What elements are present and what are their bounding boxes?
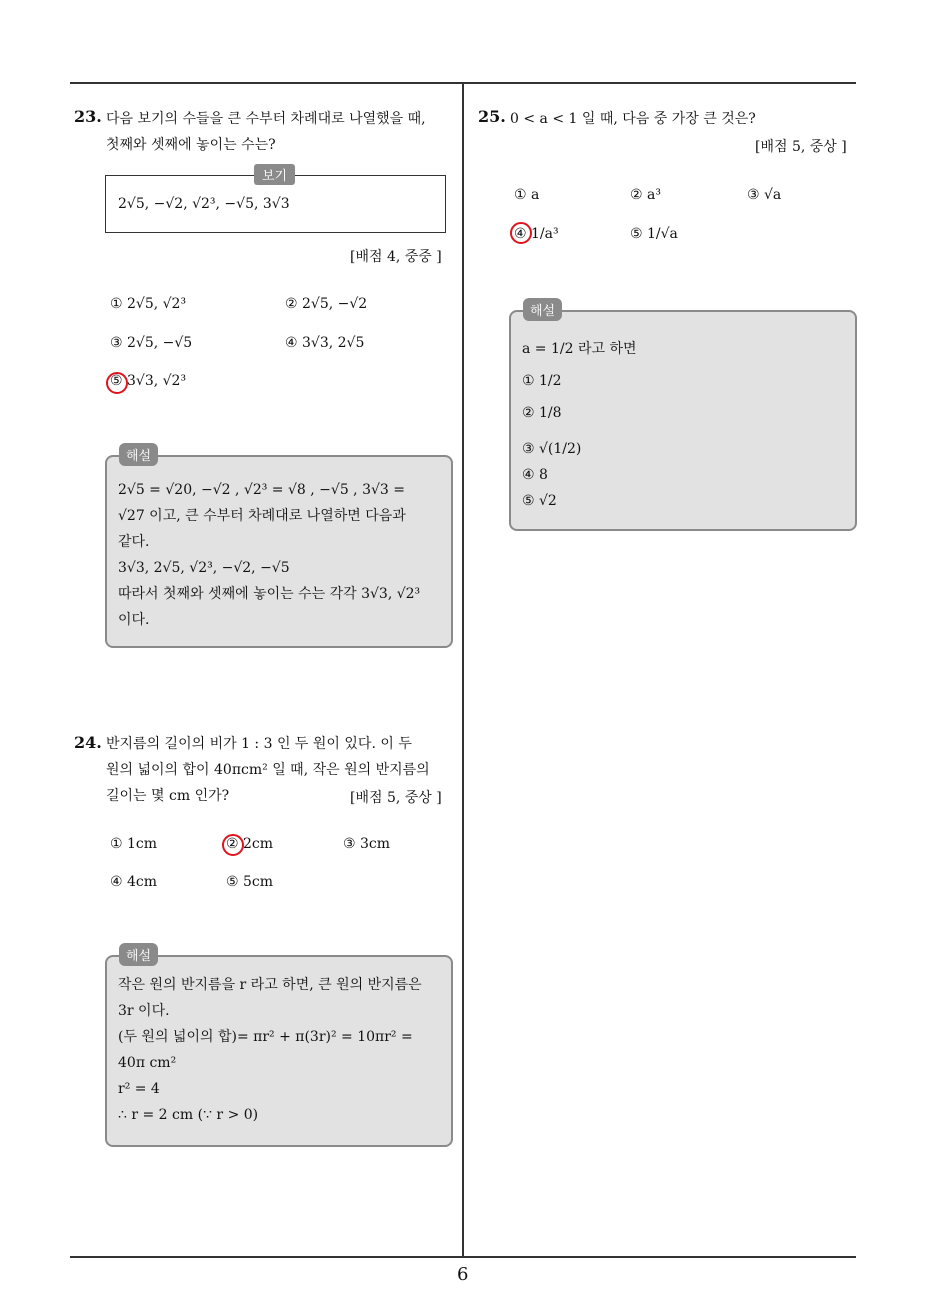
q23-question-line1: 다음 보기의 수들을 큰 수부터 차례대로 나열했을 때,	[106, 111, 426, 127]
q24-solution-line6: ∴ r = 2 cm (∵ r > 0)	[118, 1107, 259, 1123]
q23-solution-label: 해설	[119, 443, 158, 466]
q23-solution-line4: 3√3, 2√5, √2³, −√2, −√5	[118, 560, 290, 576]
q23-number: 23.	[74, 107, 102, 126]
q24-question-line2: 원의 넓이의 합이 40πcm² 일 때, 작은 원의 반지름의	[106, 762, 430, 778]
q23-solution-line6: 이다.	[118, 612, 150, 628]
q23-score: [배점 4, 중중 ]	[350, 249, 442, 265]
bottom-rule	[70, 1256, 856, 1258]
q23-choice-1[interactable]: ① 2√5, √2³	[110, 296, 187, 312]
q23-question-line2: 첫째와 셋째에 놓이는 수는?	[106, 137, 276, 153]
q25-solution-line6: ⑤ √2	[522, 493, 557, 509]
q24-question-line1: 반지름의 길이의 비가 1 : 3 인 두 원이 있다. 이 두	[106, 736, 412, 752]
q24-choice-2[interactable]: ② 2cm	[226, 836, 274, 852]
q23-bogi-content: 2√5, −√2, √2³, −√5, 3√3	[118, 196, 290, 212]
q25-answer-mark	[510, 222, 532, 244]
q24-solution-line2: 3r 이다.	[118, 1003, 170, 1019]
q25-choice-5[interactable]: ⑤ 1/√a	[630, 226, 678, 242]
page-number: 6	[457, 1264, 469, 1285]
q24-choice-5[interactable]: ⑤ 5cm	[226, 874, 274, 890]
q24-answer-mark	[222, 834, 244, 856]
q24-score: [배점 5, 중상 ]	[350, 790, 442, 806]
q23-solution-line3: 같다.	[118, 534, 150, 550]
q23-choice-2[interactable]: ② 2√5, −√2	[285, 296, 368, 312]
q25-choice-2[interactable]: ② a³	[630, 187, 661, 203]
q23-solution-line5: 따라서 첫째와 셋째에 놓이는 수는 각각 3√3, √2³	[118, 586, 421, 602]
q23-solution-line1: 2√5 = √20, −√2 , √2³ = √8 , −√5 , 3√3 =	[118, 482, 405, 498]
q25-choice-1[interactable]: ① a	[514, 187, 540, 203]
q24-choice-4[interactable]: ④ 4cm	[110, 874, 158, 890]
q25-choice-3[interactable]: ③ √a	[747, 187, 782, 203]
q23-answer-mark	[106, 372, 128, 394]
column-divider	[462, 83, 464, 1258]
q24-solution-line4: 40π cm²	[118, 1055, 177, 1071]
q25-solution-line4: ③ √(1/2)	[522, 441, 582, 457]
q25-score: [배점 5, 중상 ]	[755, 139, 847, 155]
q24-number: 24.	[74, 733, 102, 752]
q25-choice-4[interactable]: ④ 1/a³	[514, 226, 559, 242]
q25-solution-line1: a = 1/2 라고 하면	[522, 341, 637, 357]
q23-choice-4[interactable]: ④ 3√3, 2√5	[285, 335, 365, 351]
q25-solution-label: 해설	[523, 298, 562, 321]
q24-choice-1[interactable]: ① 1cm	[110, 836, 158, 852]
q23-choice-5[interactable]: ⑤ 3√3, √2³	[110, 373, 187, 389]
q25-question-line1: 0 < a < 1 일 때, 다음 중 가장 큰 것은?	[510, 111, 756, 127]
q25-solution-line2: ① 1/2	[522, 373, 562, 389]
q23-bogi-label: 보기	[254, 164, 295, 185]
q24-solution-line3: (두 원의 넓이의 합)= πr² + π(3r)² = 10πr² =	[118, 1029, 413, 1045]
q24-choice-3[interactable]: ③ 3cm	[343, 836, 391, 852]
q24-question-line3: 길이는 몇 cm 인가?	[106, 788, 230, 804]
q25-solution-line3: ② 1/8	[522, 405, 562, 421]
q24-solution-line1: 작은 원의 반지름을 r 라고 하면, 큰 원의 반지름은	[118, 977, 422, 993]
q25-number: 25.	[478, 107, 506, 126]
q23-choice-3[interactable]: ③ 2√5, −√5	[110, 335, 193, 351]
q24-solution-label: 해설	[119, 943, 158, 966]
q24-solution-line5: r² = 4	[118, 1081, 160, 1097]
q23-solution-line2: √27 이고, 큰 수부터 차례대로 나열하면 다음과	[118, 508, 406, 524]
q25-solution-line5: ④ 8	[522, 467, 548, 483]
